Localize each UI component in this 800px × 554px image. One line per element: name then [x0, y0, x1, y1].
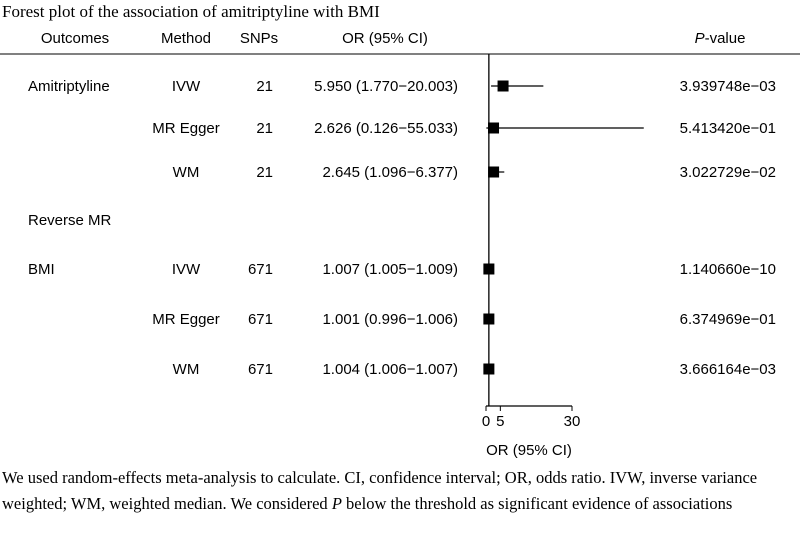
row-snps: 671 [247, 311, 273, 328]
row-outcome: Amitriptyline [28, 78, 110, 95]
header-p-italic: P [694, 30, 705, 47]
header-outcomes: Outcomes [40, 30, 110, 47]
row-method: IVW [171, 261, 201, 278]
header-p-suffix: -value [704, 30, 746, 47]
header-or: OR (95% CI) [342, 30, 428, 47]
row-method: IVW [171, 78, 201, 95]
caption-paragraph [2, 465, 798, 517]
forest-row [152, 311, 776, 328]
caption-p-italic: P [331, 494, 342, 513]
row-p-value: 3.666164e−03 [679, 361, 776, 378]
row-snps: 21 [256, 78, 273, 95]
row-p-value: 6.374969e−01 [679, 311, 776, 328]
row-or-ci: 5.950 (1.770−20.003) [314, 78, 458, 95]
row-or-ci: 1.004 (1.006−1.007) [322, 361, 458, 378]
caption-text-2: below the threshold as significant evidence of associations [341, 494, 733, 513]
figure-title: Forest plot of the association of amitriptyline with BMI [2, 2, 380, 21]
row-p-value: 3.022729e−02 [679, 164, 776, 181]
row-method: WM [172, 164, 200, 181]
row-p-value: 5.413420e−01 [679, 120, 776, 137]
row-snps: 671 [247, 261, 273, 278]
row-or-ci: 2.645 (1.096−6.377) [322, 164, 458, 181]
or-marker [488, 167, 499, 178]
figure-caption [2, 465, 798, 517]
forest-row [152, 120, 776, 137]
row-snps: 21 [256, 120, 273, 137]
forest-row [173, 164, 776, 181]
header-snps: SNPs [239, 30, 279, 47]
or-marker [488, 123, 499, 134]
x-axis-label: OR (95% CI) [486, 442, 572, 459]
forest-row [28, 261, 776, 278]
or-marker [498, 81, 509, 92]
row-snps: 671 [247, 361, 273, 378]
x-tick-label: 0 [481, 413, 491, 430]
x-axis-ticks [482, 406, 581, 430]
row-snps: 21 [256, 164, 273, 181]
row-p-value: 1.140660e−10 [679, 261, 776, 278]
forest-rows [28, 78, 776, 378]
section-label-reverse-mr: Reverse MR [28, 212, 112, 229]
caption-text-1: We used random-effects meta-analysis to calculate. CI, confidence interval; OR, odds ratio. IVW, inverse variance weighted; WM, weighted median. We considered [2, 468, 758, 513]
forest-row [28, 78, 776, 95]
header-p-value [695, 30, 746, 47]
row-or-ci: 1.007 (1.005−1.009) [322, 261, 458, 278]
row-method: WM [172, 361, 200, 378]
x-tick-label: 5 [496, 413, 505, 430]
x-tick-label: 30 [563, 413, 581, 430]
row-or-ci: 1.001 (0.996−1.006) [322, 311, 458, 328]
row-outcome: BMI [28, 261, 55, 278]
forest-row [173, 361, 776, 378]
row-or-ci: 2.626 (0.126−55.033) [314, 120, 458, 137]
row-method: MR Egger [152, 311, 220, 328]
x-axis [482, 54, 581, 459]
row-p-value: 3.939748e−03 [679, 78, 776, 95]
header-method: Method [160, 30, 212, 47]
row-method: MR Egger [152, 120, 220, 137]
